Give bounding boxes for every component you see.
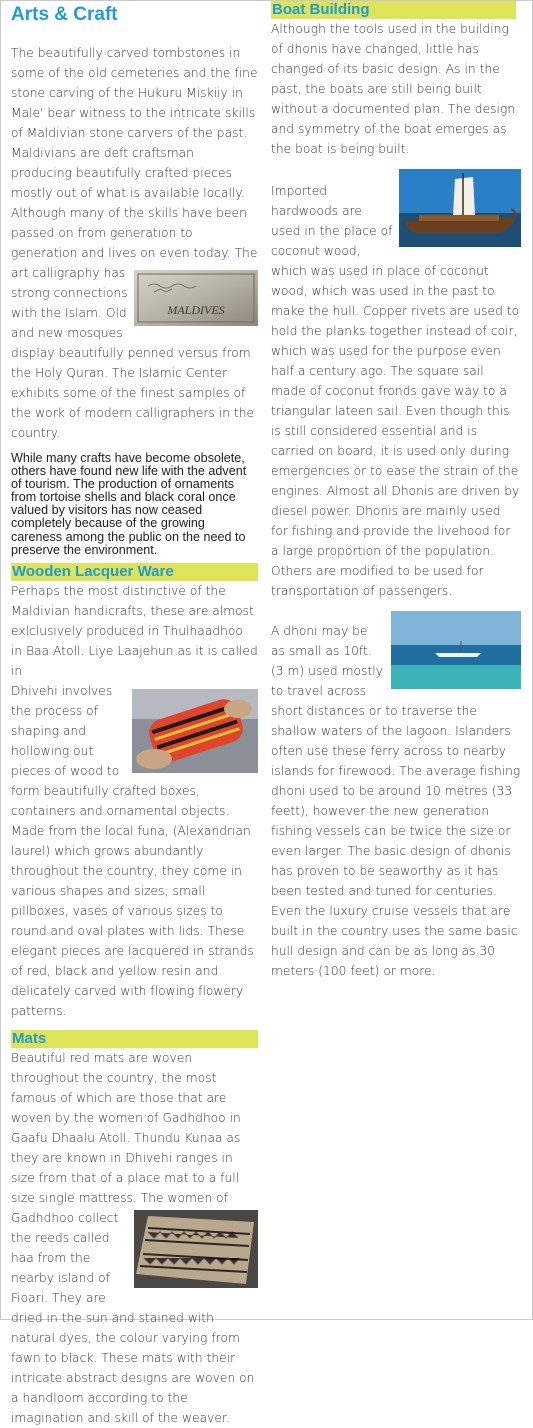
dhoni-sailing-image bbox=[399, 169, 521, 247]
lacquer-paragraph-a: Perhaps the most distinctive of the Maldivian handicrafts, these are almost exlclusively produced in Thulhaadhoo in Baa Atoll. Liye Laajehun as it is called in bbox=[11, 583, 258, 678]
lacquer-vase-image bbox=[132, 689, 258, 773]
arts-paragraph-1b: art calligraphy has strong connections with the Islam. Old and new mosques display beautifully penned versus from the Holy Quran. The Islamic Center exhibits some of the finest samples of the work of modern calligraphers in the country. bbox=[11, 266, 255, 440]
mats-paragraph-a: Beautiful red mats are woven throughout the country, the most famous of which are those that are woven by the women of Gadhdhoo in Gaafu Dhaalu Atoll. Thundu Kunaa as they are known in Dhivehi ranges in size from that of a place mat to a full size single mattress. The women of bbox=[11, 1050, 241, 1205]
woven-mat-image bbox=[134, 1210, 258, 1288]
arts-calligraphy-block bbox=[11, 263, 258, 443]
stone-carving-text: MALDIVES bbox=[167, 303, 225, 317]
right-column bbox=[271, 0, 521, 981]
lacquer-heading: Wooden Lacquer Ware bbox=[11, 563, 258, 581]
boat-heading: Boat Building bbox=[271, 1, 516, 19]
boat-paragraph-1: Although the tools used in the building of dhonis have changed, little has changed of its basic design. As in the past, the boats are still being built without a documented plan. The design and symmetry of the boat emerges as the boat is being built. bbox=[271, 22, 516, 156]
boat-paragraph-2: Imported hardwoods are used in the place of coconut wood, which was used in place of coconut wood, which was used in the past to make the hull. Copper rivets are used to hold the planks together instead of coir, which was used for the purpose even half a century ago. The square sail made of coconut fronds gave way to a triangular lateen sail. Even though this is still considered essential and is carried on board, it is used only during emergencies or to ease the strain of the engines. Almost all Dhonis are driven by diesel power. Dhonis are mainly used for fishing and provide the livehood for a large proportion of the population. Others are modified to be used for transportation of passengers. bbox=[271, 184, 520, 598]
mats-paragraph-b: Gadhdhoo collect the reeds called haa from the nearby island of Fioari. They are dried in the sun and stained with natural dyes, the colour varying from fawn to black. These mats with their intricate abstract designs are woven on a handloom according to the imagination and skill of the weaver. bbox=[11, 1210, 255, 1425]
mats-heading: Mats bbox=[11, 1030, 258, 1048]
arts-title: Arts & Craft bbox=[11, 4, 118, 25]
dhoni-lagoon-image bbox=[391, 611, 521, 689]
left-column bbox=[11, 0, 258, 1428]
boat-paragraph-3: A dhoni may be as small as 10ft. (3 m) used mostly to travel across short distances or to traverse the shallow waters of the lagoon. Islanders often use these ferry across to nearby islands for firewood. The average fishing dhoni used to be around 10 metres (33 feett), however the new generation fishing vessels can be twice the size or even larger. The basic design of dhonis has proven to be seaworthy as it has been tested and tuned for centuries. Even the luxury cruise vessels that are built in the country uses the same basic hull design and can be as long as 30 meters (100 feet) or more. bbox=[271, 624, 521, 978]
stone-carving-image bbox=[134, 270, 258, 326]
lacquer-paragraph-b: Dhivehi involves the process of shaping and hollowing out pieces of wood to form beautifully crafted boxes, containers and ornamental objects. Made from the local funa, (Alexandrian laurel) which grows abundantly throughout the country, they come in various shapes and sizes; small pillboxes, vases of various sizes to round and oval plates with lids. These elegant pieces are lacquered in strands of red, black and yellow resin and delicately carved with flowing flowery patterns. bbox=[11, 683, 254, 1018]
arts-paragraph-2: While many crafts have become obsolete, others have found new life with the advent of tourism. The production of ornaments from tortoise shells and black coral once valued by visitors has now ceased completely because of the growing careness among the public on the need to preserve the environment. bbox=[11, 451, 247, 557]
arts-paragraph-1a: The beautifully carved tombstones in some of the old cemeteries and the fine stone carving of the Hukuru Miskiiy in Male' bear witness to the intricate skills of Maldivian stone carvers of the past. Maldivians are deft craftsman producing beautifully crafted pieces mostly out of what is available locally. Although many of the skills have been passed on from generation to generation and lives on even today. The bbox=[11, 46, 258, 260]
